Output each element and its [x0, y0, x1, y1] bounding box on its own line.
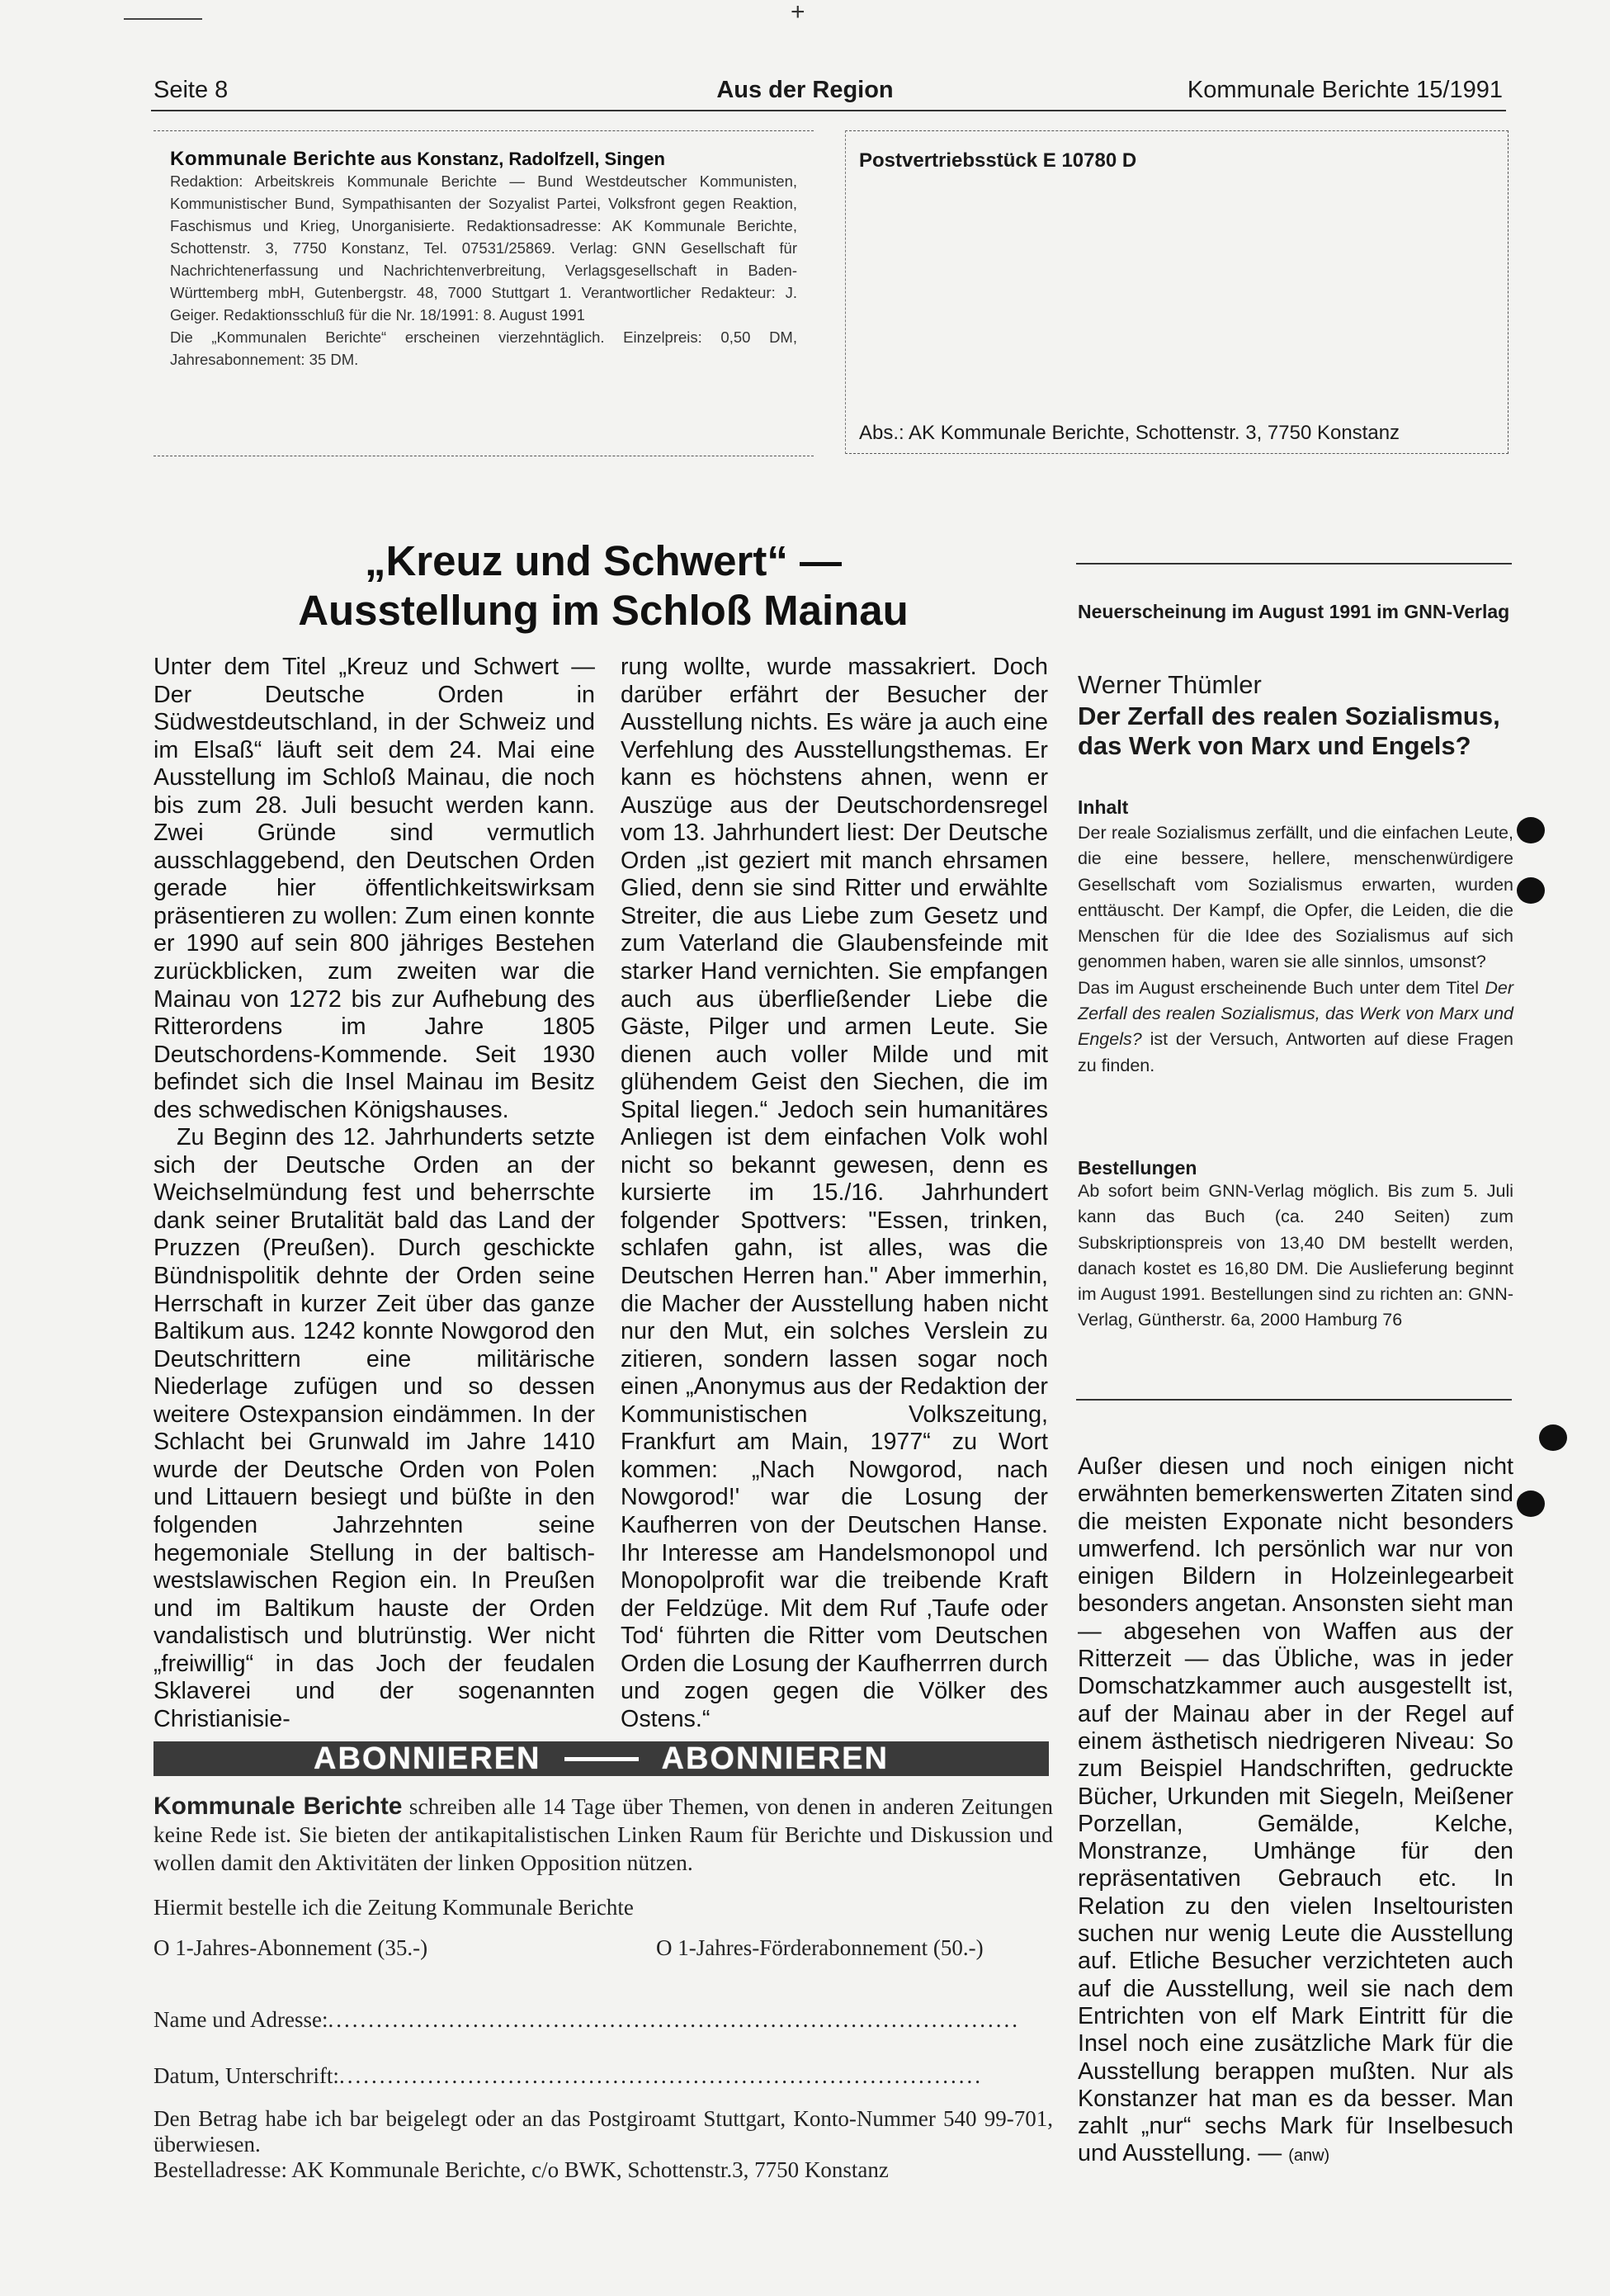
- imprint-brand: Kommunale Berichte: [170, 148, 376, 170]
- inhalt-book-title: Der Zerfall des realen Sozialismus, das Werk von Marx und Engels?: [1078, 977, 1513, 1050]
- sender-address: Abs.: AK Kommunale Berichte, Schottenstr. 3, 7750 Konstanz: [859, 422, 1400, 444]
- imprint-box: [153, 130, 814, 456]
- punch-hole-mark: [1517, 1491, 1545, 1517]
- article-column-1: [153, 654, 595, 1733]
- author-signature: (anw): [1288, 2147, 1330, 2166]
- headline-line-2: Ausstellung im Schloß Mainau: [298, 587, 909, 634]
- book-title: Der Zerfall des realen Sozialismus, das Werk von Marx und Engels?: [1078, 702, 1500, 760]
- payment-note: Den Betrag habe ich bar beigelegt oder an das Postgiroamt Stuttgart, Konto-Nummer 540 99-701, überwiesen.: [153, 2106, 1053, 2157]
- order-line: Hiermit bestelle ich die Zeitung Kommunale Berichte: [153, 1895, 634, 1920]
- inhalt-paragraph-2: [1078, 976, 1513, 1079]
- imprint-note: Die „Kommunalen Berichte“ erscheinen vierzehntäglich. Einzelpreis: 0,50 DM, Jahresabonnement: 35 DM.: [170, 328, 797, 368]
- book-announcement: Neuerscheinung im August 1991 im GNN-Verlag: [1078, 601, 1510, 622]
- inhalt-text-a: Das im August erscheinende Buch unter dem Titel: [1078, 977, 1485, 998]
- option-supporting-subscription[interactable]: O 1-Jahres-Förderabonnement (50.-): [656, 1935, 984, 1960]
- postvertrieb-label: Postvertriebsstück E 10780 D: [859, 149, 1137, 172]
- date-signature-dotted-line: ................................................................................: [338, 2063, 983, 2088]
- article-paragraph: Unter dem Titel „Kreuz und Schwert — Der Deutsche Orden in Südwestdeutschland, in der Schweiz und im Elsaß“ läuft seit dem 24. Mai eine Ausstellung im Schloß Mainau, die noch bis zum 28. Juli besucht werden kann. Zwei Gründe sind vermutlich ausschlaggebend, den Deutschen Orden gerade hier öffentlichkeitswirksam präsentieren zu wollen: Zum einen konnte er 1990 auf sein 800 jähriges Bestehen zurückblicken, zum zweiten war die Mainau von 1272 bis zur Aufhebung des Ritterordens im Jahre 1805 Deutschordens-Kommende. Seit 1930 befindet sich die Insel Mainau im Besitz des schwedischen Königshauses.: [153, 654, 595, 1123]
- article-column-3: [1078, 1453, 1513, 2171]
- bestellungen-heading: Bestellungen: [1078, 1157, 1197, 1179]
- punch-hole-mark: [1517, 817, 1545, 843]
- banner-dash: [564, 1757, 639, 1761]
- subscribe-brand: Kommunale Berichte: [153, 1793, 403, 1820]
- article-paragraph: [1078, 1453, 1513, 2171]
- date-signature-label: Datum, Unterschrift:: [153, 2063, 339, 2088]
- option-annual-subscription[interactable]: O 1-Jahres-Abonnement (35.-): [153, 1935, 428, 1960]
- registration-mark: +: [791, 0, 805, 26]
- banner-word-1: ABONNIEREN: [314, 1741, 541, 1776]
- order-address: Bestelladresse: AK Kommunale Berichte, c/o BWK, Schottenstr.3, 7750 Konstanz: [153, 2157, 889, 2182]
- sidebar-bottom-rule: [1076, 1399, 1512, 1401]
- page-number: Seite 8: [153, 77, 229, 103]
- name-address-field[interactable]: [153, 2007, 1053, 2033]
- issue-label: Kommunale Berichte 15/1991: [1187, 77, 1503, 103]
- imprint-title: [170, 148, 797, 170]
- date-signature-field[interactable]: [153, 2063, 1053, 2089]
- name-address-label: Name und Adresse:: [153, 2007, 328, 2032]
- bestellungen-text: Ab sofort beim GNN-Verlag möglich. Bis zum 5. Juli kann das Buch (ca. 240 Seiten) zum Subskriptionspreis von 13,40 DM bestellt werden, danach kostet es 16,80 DM. Die Auslieferung beginnt im August 1991. Bestellungen sind zu richten an: GNN-Verlag, Güntherstr. 6a, 2000 Hamburg 76: [1078, 1181, 1513, 1330]
- article-paragraph: rung wollte, wurde massakriert. Doch darüber erfährt der Besucher der Ausstellung nichts. Es wäre ja auch eine Verfehlung des Ausstellungsthemas. Er kann es höchstens ahnen, wenn er Auszüge aus der Deutschordensregel vom 13. Jahrhundert liest: Der Deutsche Orden „ist geziert mit manch ehrsamen Glied, denn sie sind Ritter und erwählte Streiter, die aus Liebe zum Gesetz und zum Vaterland die Glaubensfeinde mit starker Hand vernichten. Sie empfangen auch aus überfließender Liebe die Gäste, Pilger und armen Leute. Sie dienen auch voller Milde und mit glühendem Geist den Siechen, die im Spital liegen.“ Jedoch sein humanitäres Anliegen ist dem einfachen Volk wohl nicht so bekannt gewesen, denn es kursierte im 15./16. Jahrhundert folgender Spottvers: "Essen, trinken, schlafen gahn, ist alles, was die Deutschen Herren han." Aber immerhin, die Macher der Ausstellung haben nicht nur den Mut, ein solches Verslein zu zitieren, sondern lassen sogar noch einen „Anonymus aus der Redaktion der Kommunistischen Volkszeitung, Frankfurt am Main, 1977“ zu Wort kommen: „Nach Nowgorod, nach Nowgorod!' war die Losung der Kaufherren von der Deutschen Hanse. Ihr Interesse am Handelsmonopol und Monopolprofit war die treibende Kraft der Feldzüge. Mit dem Ruf ‚Taufe oder Tod‘ führten die Ritter vom Deutschen Orden die Losung der Kaufherrren durch und zogen gegen die Völker des Ostens.“: [621, 654, 1048, 1732]
- banner-word-2: ABONNIEREN: [661, 1741, 889, 1776]
- article-paragraph-text: Außer diesen und noch einigen nicht erwähnten bemerkenswerten Zitaten sind die meisten Exponate nicht besonders umwerfend. Ich persönlich war nur von einigen Bildern in Holzeinlegearbeit besonders angetan. Ansonsten sieht man — abgesehen von Waffen aus der Ritterzeit — das Übliche, was in jeder Domschatzkammer auch ausgestellt ist, auf der Mainau aber in der Regel auf einem ästhetisch niedrigeren Niveau: So zum Beispiel Handschriften, gedruckte Bücher, Urkunden mit Siegeln, Meißener Porzellan, Gemälde, Kelche, Monstranze, Umhänge für den repräsentativen Gebrauch etc. In Relation zu den vielen Inseltouristen suchen nur wenig Leute die Ausstellung auf. Etliche Besucher verzichteten auch auf die Ausstellung, weil sie nach dem Entrichten von elf Mark Eintritt für die Insel noch eine zusätzliche Mark für die Ausstellung berappen mußten. Nur als Konstanzer hat man es da besser. Man zahlt „nur“ sechs Mark für Inselbesuch und Ausstellung. —: [1078, 1453, 1513, 2167]
- name-address-dotted-line: ......................................................................................: [328, 2007, 1020, 2032]
- punch-hole-mark: [1517, 877, 1545, 904]
- inhalt-paragraph-1: Der reale Sozialismus zerfällt, und die einfachen Leute, die eine bessere, hellere, menschenwürdigere Gesellschaft vom Sozialismus erwarten, wurden enttäuscht. Der Kampf, die Opfer, die Leiden, die die Menschen für die Idee des Sozialismus auf sich genommen haben, waren sie alle sinnlos, umsonst?: [1078, 823, 1513, 972]
- inhalt-text-b: ist der Versuch, Antworten auf diese Fragen zu finden.: [1078, 1029, 1513, 1075]
- inhalt-heading: Inhalt: [1078, 796, 1129, 818]
- book-author: Werner Thümler: [1078, 670, 1262, 699]
- imprint-body: Redaktion: Arbeitskreis Kommunale Berichte — Bund Westdeutscher Kommunisten, Kommunistischer Bund, Sympathisanten der Sozyalist Partei, Volksfront gegen Reaktion, Faschismus und Krieg, Unorganisierte. Redaktionsadresse: AK Kommunale Berichte, Schottenstr. 3, 7750 Konstanz, Tel. 07531/25869. Verlag: GNN Gesellschaft für Nachrichtenerfassung und Nachrichtenverbreitung, Verlagsgesellschaft in Baden-Württemberg mbH, Gutenbergstr. 48, 7000 Stuttgart 1. Verantwortlicher Redakteur: J. Geiger. Redaktionsschluß für die Nr. 18/1991: 8. August 1991: [170, 172, 797, 324]
- article-paragraph: Zu Beginn des 12. Jahrhunderts setzte sich der Deutsche Orden an der Weichselmündung fest und beherrschte dank seiner Brutalität bald das Land der Pruzzen (Preußen). Durch geschickte Bündnispolitik dehnte der Orden seine Herrschaft in kurzer Zeit über das ganze Baltikum aus. 1242 konnte Nowgorod den Deutschrittern eine militärische Niederlage zufügen und so dessen weitere Ostexpansion eindämmen. In der Schlacht bei Grunwald im Jahre 1410 wurde der Deutsche Orden von Polen und Littauern besiegt und büßte in den folgenden Jahrzehnten seine hegemoniale Stellung in der baltisch-westslawischen Region ein. In Preußen und im Baltikum hauste der Orden vandalistisch und blutrünstig. Wer nicht „freiwillig“ in das Joch der feudalen Sklaverei und der sogenannten Christianisie-: [153, 1124, 595, 1732]
- sidebar-top-rule: [1076, 563, 1512, 565]
- subscribe-footer: [153, 2106, 1053, 2183]
- address-box: [845, 130, 1508, 454]
- headline-line-1: „Kreuz und Schwert“ —: [364, 537, 843, 584]
- subscribe-description: [153, 1793, 1053, 1877]
- punch-hole-mark: [1539, 1424, 1567, 1451]
- section-title: Aus der Region: [716, 77, 894, 103]
- scan-edge-line: [124, 18, 202, 20]
- inhalt-text: [1078, 820, 1513, 1079]
- article-headline: [153, 536, 1053, 635]
- imprint-title-rest: aus Konstanz, Radolfzell, Singen: [375, 149, 665, 169]
- article-column-2: [621, 654, 1048, 1733]
- subscribe-text: schreiben alle 14 Tage über Themen, von denen in anderen Zeitungen keine Rede ist. Sie bieten der antikapitalistischen Linken Raum für Berichte und Diskussion und wollen damit den Aktivitäten der linken Opposition nützen.: [153, 1793, 1053, 1875]
- subscribe-banner: [153, 1741, 1049, 1776]
- header-rule: [151, 110, 1506, 111]
